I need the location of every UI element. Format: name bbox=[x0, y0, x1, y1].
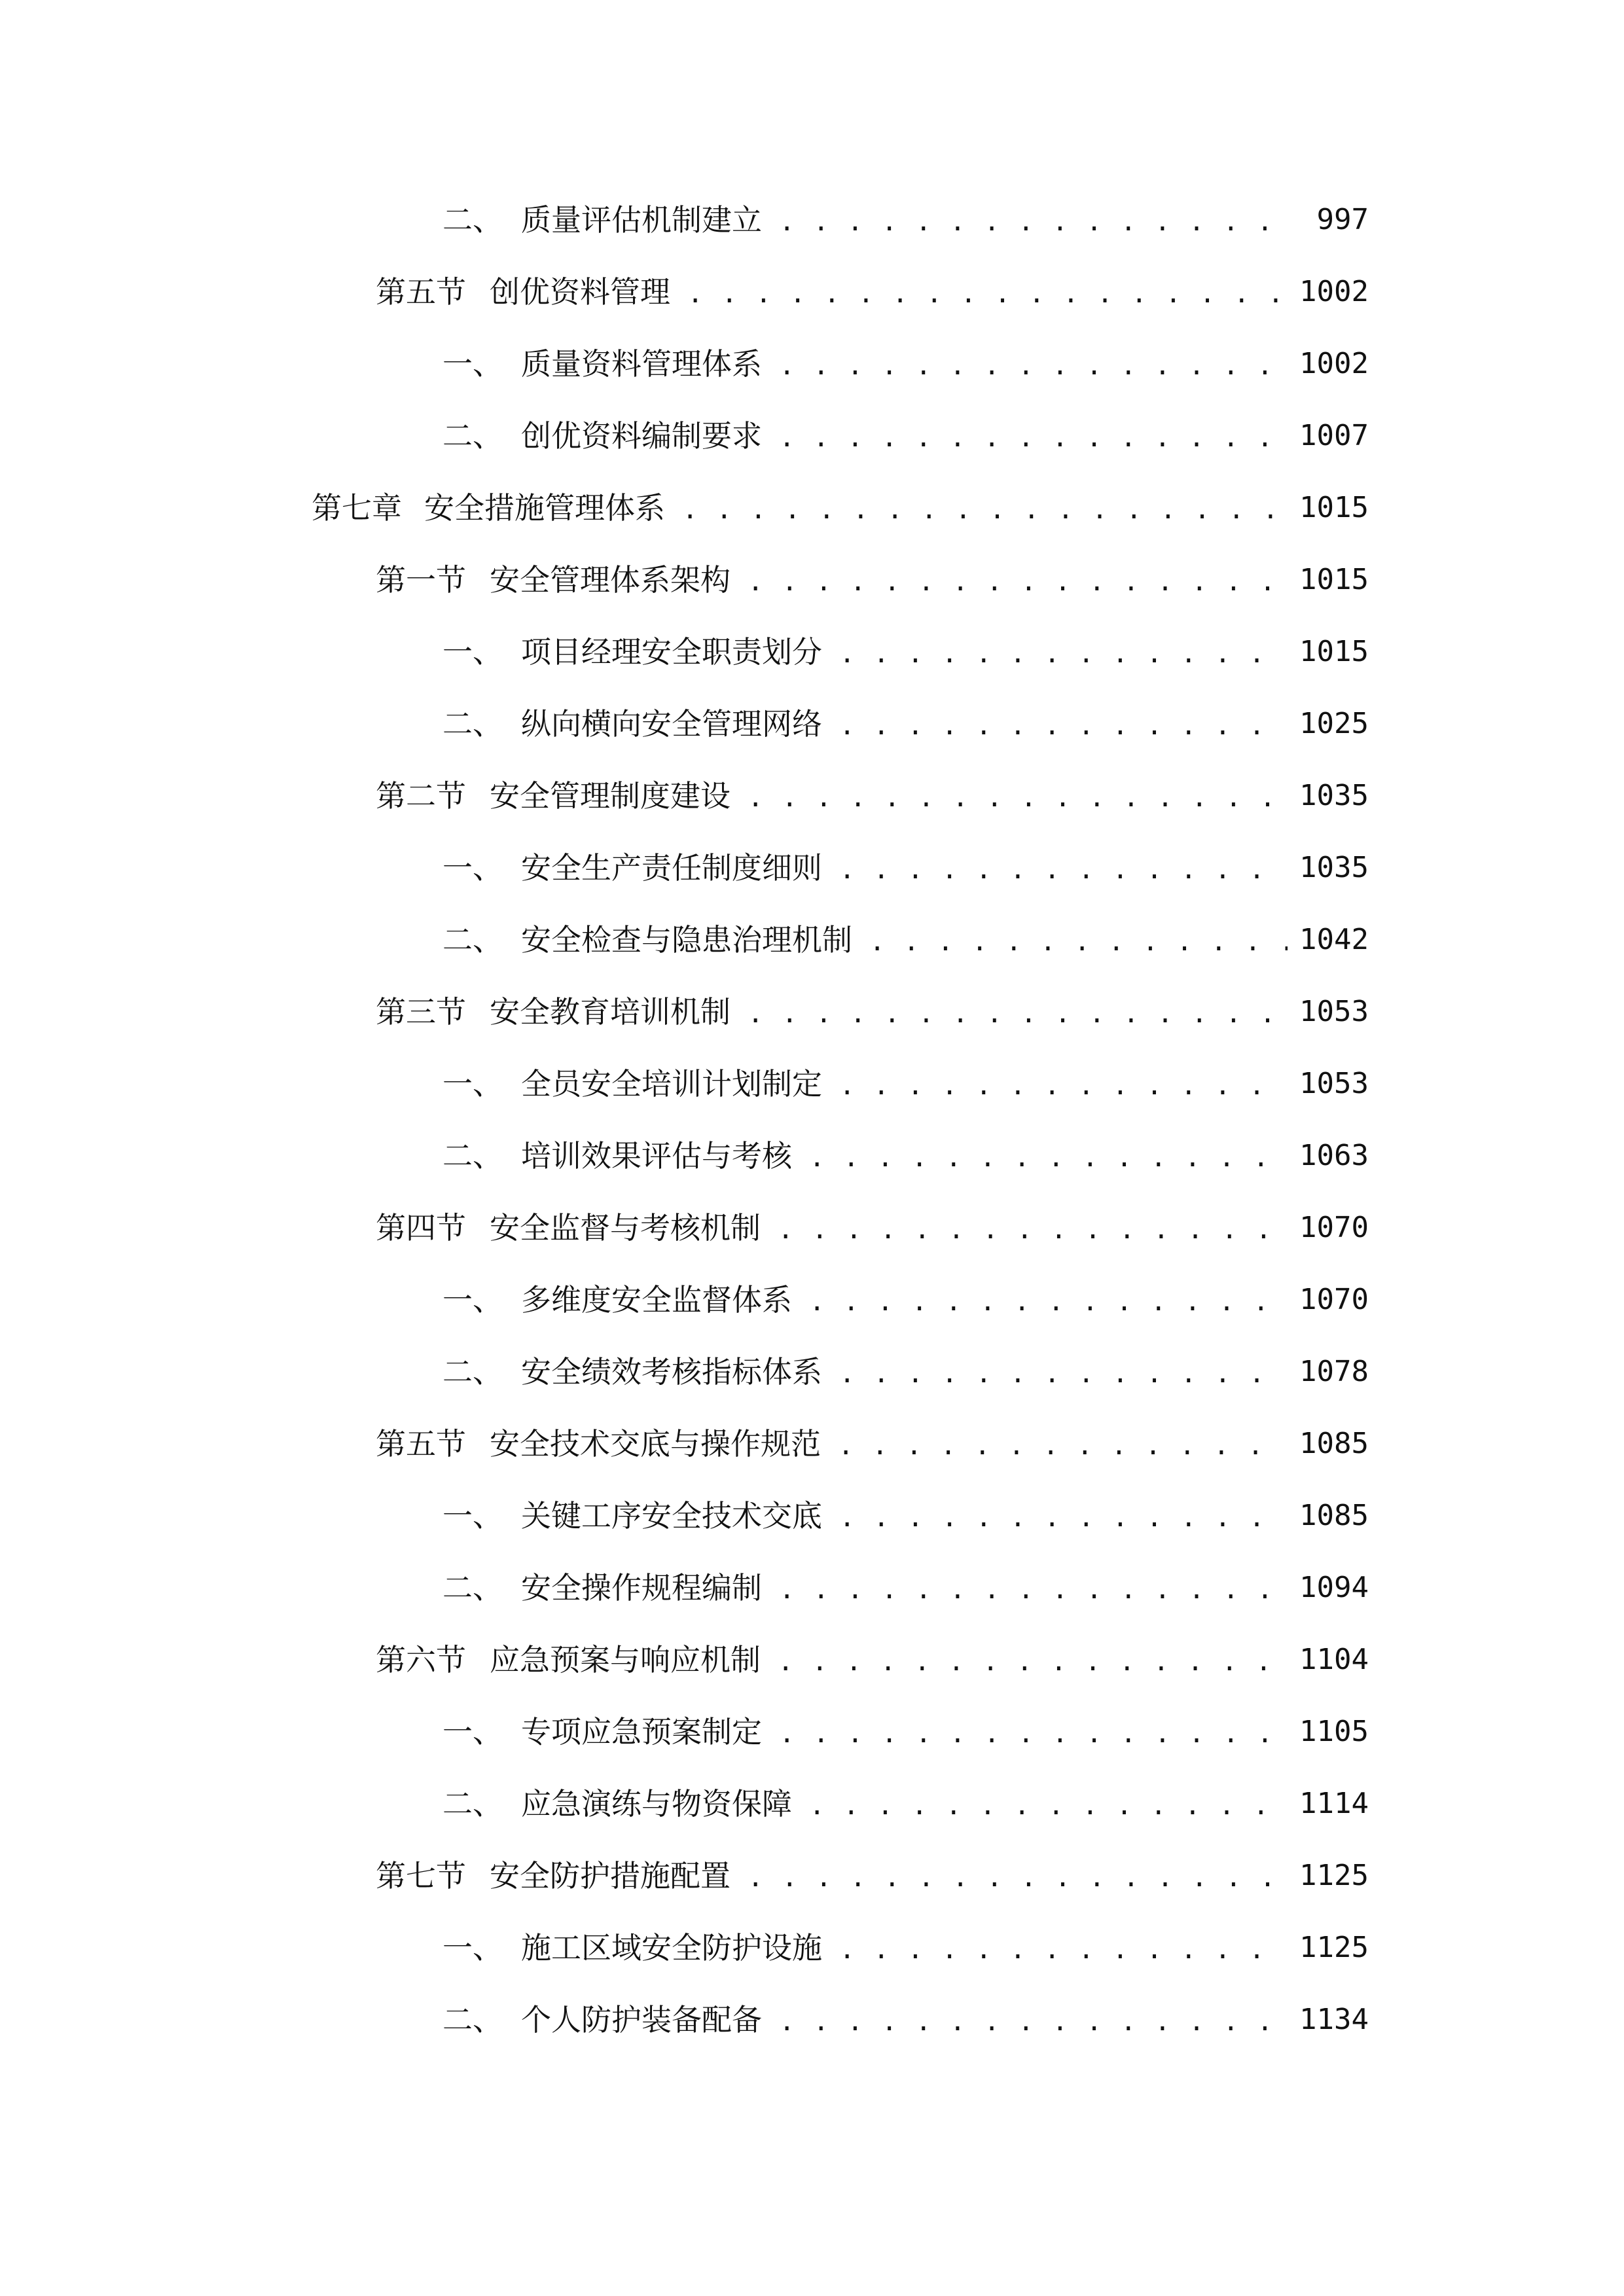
toc-entry-page: 1078 bbox=[1288, 1340, 1369, 1403]
toc-entry-title: 应急预案与响应机制 . . . bbox=[490, 1628, 1297, 1693]
toc-entry-title: 安全监督与考核机制 . . . bbox=[490, 1196, 1297, 1261]
toc-entry[interactable] bbox=[0, 1916, 1624, 1979]
toc-entry[interactable] bbox=[0, 1484, 1624, 1547]
toc-entry-page: 1125 bbox=[1288, 1844, 1369, 1907]
toc-entry-title: 培训效果评估与考核 . . . bbox=[521, 1124, 1297, 1189]
toc-entry-title: 个人防护装备配备 . . . bbox=[521, 1988, 1297, 2053]
toc-entry-page: 1070 bbox=[1288, 1196, 1369, 1259]
toc-entry[interactable] bbox=[0, 1556, 1624, 1619]
toc-entry-title: 专项应急预案制定 . . . bbox=[521, 1700, 1297, 1765]
toc-entry-title: 应急演练与物资保障 . . . bbox=[521, 1772, 1297, 1837]
toc-entry-page: 1007 bbox=[1288, 404, 1369, 467]
toc-entry-prefix: 一、 bbox=[442, 1714, 503, 1749]
toc-entry-page: 1015 bbox=[1288, 620, 1369, 683]
toc-entry[interactable] bbox=[0, 1052, 1624, 1115]
toc-entry-title: 安全管理体系架构 . . . bbox=[490, 548, 1297, 613]
toc-entry-prefix: 一、 bbox=[442, 1498, 503, 1534]
toc-entry[interactable] bbox=[0, 188, 1624, 251]
toc-entry-prefix: 第五节 bbox=[376, 1426, 466, 1462]
toc-entry-title: 质量资料管理体系 . . . bbox=[521, 332, 1297, 397]
toc-entry[interactable] bbox=[0, 692, 1624, 755]
toc-entry-title: 安全检查与隐患治理机制 . . . bbox=[521, 908, 1297, 973]
toc-entry-prefix: 一、 bbox=[442, 1282, 503, 1318]
toc-entry[interactable] bbox=[0, 1628, 1624, 1691]
toc-entry-page: 1104 bbox=[1288, 1628, 1369, 1691]
toc-entry-page: 1105 bbox=[1288, 1700, 1369, 1763]
toc-entry-page: 1125 bbox=[1288, 1916, 1369, 1979]
toc-entry-page: 1025 bbox=[1288, 692, 1369, 755]
toc-entry-prefix: 一、 bbox=[442, 346, 503, 382]
toc-entry[interactable] bbox=[0, 1268, 1624, 1331]
toc-entry[interactable] bbox=[0, 1412, 1624, 1475]
toc-entry-prefix: 第三节 bbox=[376, 994, 466, 1030]
toc-entry-page: 1002 bbox=[1288, 260, 1369, 323]
toc-entry[interactable] bbox=[0, 764, 1624, 827]
toc-entry-title: 关键工序安全技术交底 . . . bbox=[521, 1484, 1297, 1549]
toc-entry-prefix: 二、 bbox=[442, 2002, 503, 2037]
toc-entry-prefix: 一、 bbox=[442, 1066, 503, 1102]
toc-entry-title: 全员安全培训计划制定 . . . bbox=[521, 1052, 1297, 1117]
toc-entry[interactable] bbox=[0, 1124, 1624, 1187]
toc-entry-title: 安全绩效考核指标体系 . . . bbox=[521, 1340, 1297, 1405]
toc-entry-prefix: 一、 bbox=[442, 634, 503, 670]
toc-entry-title: 纵向横向安全管理网络 . . . bbox=[521, 692, 1297, 757]
toc-entry[interactable] bbox=[0, 620, 1624, 683]
toc-entry-page: 1085 bbox=[1288, 1484, 1369, 1547]
toc-entry-page: 1053 bbox=[1288, 1052, 1369, 1115]
toc-entry-page: 1063 bbox=[1288, 1124, 1369, 1187]
toc-entry-title: 安全生产责任制度细则 . . . bbox=[521, 836, 1297, 901]
toc-entry[interactable] bbox=[0, 476, 1624, 539]
toc-entry-page: 1094 bbox=[1288, 1556, 1369, 1619]
toc-entry-title: 安全管理制度建设 . . . bbox=[490, 764, 1297, 829]
toc-entry[interactable] bbox=[0, 1772, 1624, 1835]
toc-entry-page: 1114 bbox=[1288, 1772, 1369, 1835]
toc-entry-prefix: 二、 bbox=[442, 202, 503, 238]
toc-entry-prefix: 第一节 bbox=[376, 562, 466, 598]
toc-entry-page: 1035 bbox=[1288, 764, 1369, 827]
toc-entry-page: 1053 bbox=[1288, 980, 1369, 1043]
toc-entry[interactable] bbox=[0, 980, 1624, 1043]
toc-entry[interactable] bbox=[0, 1700, 1624, 1763]
toc-entry-prefix: 一、 bbox=[442, 1930, 503, 1965]
toc-entry-title: 创优资料编制要求 . . . bbox=[521, 404, 1297, 469]
toc-entry-prefix: 第七节 bbox=[376, 1858, 466, 1893]
toc-entry-title: 项目经理安全职责划分 . . . bbox=[521, 620, 1297, 685]
toc-entry-page: 1085 bbox=[1288, 1412, 1369, 1475]
toc-entry[interactable] bbox=[0, 1988, 1624, 2051]
toc-entry-prefix: 第二节 bbox=[376, 778, 466, 814]
toc-entry-title: 创优资料管理 . . . bbox=[490, 260, 1297, 325]
toc-entry[interactable] bbox=[0, 404, 1624, 467]
toc-entry-page: 1134 bbox=[1288, 1988, 1369, 2051]
toc-entry[interactable] bbox=[0, 1196, 1624, 1259]
toc-entry-prefix: 二、 bbox=[442, 1354, 503, 1390]
toc-entry[interactable] bbox=[0, 836, 1624, 899]
toc-entry[interactable] bbox=[0, 908, 1624, 971]
toc-entry-prefix: 第五节 bbox=[376, 274, 466, 310]
toc-entry-title: 质量评估机制建立 . . . bbox=[521, 188, 1297, 253]
toc-entry-title: 施工区域安全防护设施 . . . bbox=[521, 1916, 1297, 1981]
toc-entry-title: 安全措施管理体系 . . . bbox=[424, 476, 1297, 541]
toc-entry-prefix: 第七章 bbox=[312, 490, 402, 526]
toc-entry-title: 安全操作规程编制 . . . bbox=[521, 1556, 1297, 1621]
toc-entry-prefix: 二、 bbox=[442, 418, 503, 454]
toc-entry-page: 1035 bbox=[1288, 836, 1369, 899]
toc-entry-prefix: 二、 bbox=[442, 1138, 503, 1174]
toc-entry-page: 1002 bbox=[1288, 332, 1369, 395]
toc-entry[interactable] bbox=[0, 1844, 1624, 1907]
toc-entry-prefix: 二、 bbox=[442, 1786, 503, 1821]
toc-entry-page: 1070 bbox=[1288, 1268, 1369, 1331]
toc-entry[interactable] bbox=[0, 548, 1624, 611]
toc-entry-prefix: 一、 bbox=[442, 850, 503, 886]
toc-entry-page: 1015 bbox=[1288, 548, 1369, 611]
toc-entry-title: 安全技术交底与操作规范 . . . bbox=[490, 1412, 1297, 1477]
toc-entry-title: 安全防护措施配置 . . . bbox=[490, 1844, 1297, 1909]
toc-entry-prefix: 二、 bbox=[442, 706, 503, 742]
toc-entry-prefix: 第六节 bbox=[376, 1642, 466, 1677]
toc-entry-prefix: 二、 bbox=[442, 922, 503, 958]
toc-entry-page: 997 bbox=[1305, 188, 1369, 251]
toc-entry-prefix: 第四节 bbox=[376, 1210, 466, 1246]
toc-entry-page: 1015 bbox=[1288, 476, 1369, 539]
toc-entry-prefix: 二、 bbox=[442, 1570, 503, 1605]
toc-entry[interactable] bbox=[0, 260, 1624, 323]
toc-entry-page: 1042 bbox=[1288, 908, 1369, 971]
toc-entry-title: 多维度安全监督体系 . . . bbox=[521, 1268, 1297, 1333]
toc-entry-title: 安全教育培训机制 . . . bbox=[490, 980, 1297, 1045]
toc-entry[interactable] bbox=[0, 1340, 1624, 1403]
toc-entry[interactable] bbox=[0, 332, 1624, 395]
